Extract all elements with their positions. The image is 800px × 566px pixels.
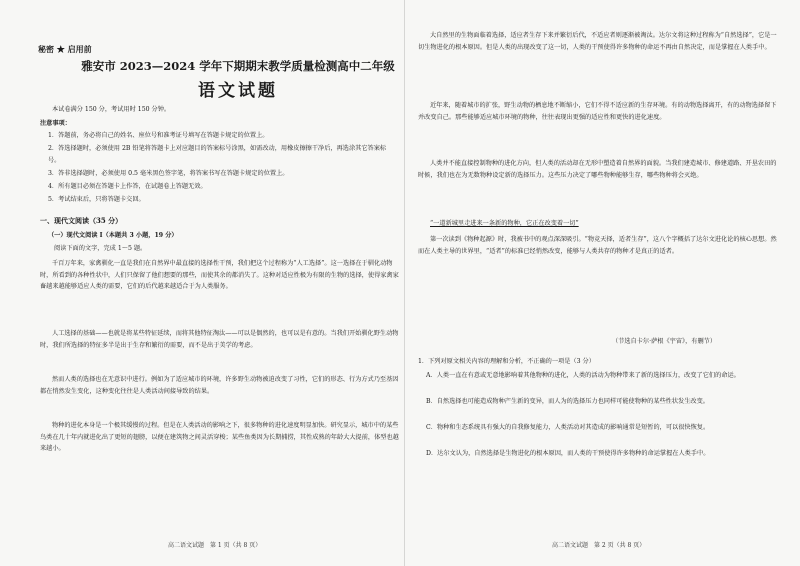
notice-item-4: 4．所有题目必须在答题卡上作答，在试题卷上答题无效。 — [48, 183, 207, 190]
question-option-c: C．物种和生态系统具有强大的自我修复能力，人类活动对其造成的影响通常是短暂的，可以很快恢复。 — [426, 424, 710, 431]
passage-paragraph-2: 人工选择的基础——也就是将某些特征延续，而将其他特征淘汰——可以是偶然的，也可以是有意的。当我们开始驯化野生动物时，我们所选择的特征多半是出于生存和繁衍的需要，而不是出于美学的考虑。 — [40, 330, 399, 349]
subject-title: 语文试题 — [198, 81, 278, 101]
right-paragraph-1: 大自然里的生物面临着选择，适应者生存下来并繁衍后代，不适应者则逐渐被淘汰。达尔文将这种过程称为“自然选择”，它是一切生物进化的根本原因。但是人类的出现改变了这一切，人类的干预使得许多物种的命运不再由自然决定，而是掌握在人类手中。 — [418, 32, 777, 51]
exam-title: 雅安市 2023—2024 学年下期期末教学质量检测高中二年级 — [81, 59, 395, 73]
passage-paragraph-3: 然而人类的选择也在无意识中进行。例如为了适应城市的环境，许多野生动物被迫改变了习性，它们的形态、行为方式乃至基因都在悄然发生变化，这种变化往往是人类活动间接导致的结果。 — [40, 376, 399, 395]
page-2 — [412, 0, 784, 566]
reading-prompt: 阅读下面的文字，完成 1～5 题。 — [54, 245, 147, 252]
right-paragraph-2: 近年来，随着城市的扩张，野生动物的栖息地不断缩小，它们不得不适应新的生存环境。有的动物选择离开，有的动物选择留下并改变自己。那些能够适应城市环境的物种，往往表现出更强的适应性和更快的进化速度。 — [418, 102, 777, 121]
quote-line: “一道新城里走进来一条新的物种，它正在改变着一切” — [430, 220, 579, 227]
notice-item-5: 5．考试结束后，只将答题卡交回。 — [48, 196, 145, 203]
author-note: （节选自卡尔·萨根《宇宙》，有删节） — [612, 338, 717, 345]
passage-paragraph-1: 千百万年来，家禽驯化一直是我们在自然界中最直接的选择性干预，我们把这个过程称为“人工选择”。这一选择在于驯化动物时，所看到的各种性状中，人们只保留了他们想要的那些，而使其余的都消失了。这种对适应性极为有限的生物的选择，使得家禽家畜越来越能够适应人类的需要，它们的后代越来越适合于为人类服务。 — [40, 260, 399, 291]
page-fold — [404, 0, 405, 566]
score-intro: 本试卷满分 150 分，考试用时 150 分钟。 — [52, 106, 171, 113]
section-heading: 一、现代文阅读（35 分） — [40, 216, 123, 225]
passage-paragraph-4: 物种的进化本身是一个极其缓慢的过程。但是在人类活动的影响之下，很多物种的进化速度明显加快。研究显示，城市中的某些鸟类在几十年内就进化出了更短的翅膀，以便在建筑物之间灵活穿梭；某些鱼类因为长期捕捞，其性成熟的年龄大大提前，体型也越来越小。 — [40, 422, 399, 453]
secret-tag: 秘密 ★ 启用前 — [38, 44, 92, 54]
right-paragraph-3: 人类并不能直接控制物种的进化方向，但人类的活动却在无形中塑造着自然界的面貌。当我们建造城市、修建道路、开垦农田的时候，我们也在为无数物种设定新的选择压力。这些压力决定了哪些物种能够生存，哪些物种将会灭绝。 — [418, 160, 777, 179]
page-1 — [18, 0, 408, 566]
question-option-d: D．达尔文认为，自然选择是生物进化的根本原因，而人类的干预使得许多物种的命运掌握在人类手中。 — [426, 450, 710, 457]
notice-heading: 注意事项： — [40, 120, 71, 127]
notice-item-3: 3．答非选择题时，必须使用 0.5 毫米黑色签字笔，将答案书写在答题卡规定的位置上。 — [48, 170, 289, 177]
question-option-a: A．人类一直在有意或无意地影响着其他物种的进化，人类的活动为物种带来了新的选择压力，改变了它们的命运。 — [426, 372, 740, 379]
page-footer-1: 高二语文试题 第 1 页（共 8 页） — [168, 542, 262, 549]
notice-item-2: 2．答选择题时，必须使用 2B 铅笔将答题卡上对应题目的答案标号涂黑，如需改动，用橡皮擦擦干净后，再选涂其它答案标号。 — [48, 145, 387, 164]
right-paragraph-4: 第一次读到《物种起源》时，我被书中的观点深深吸引。“物竞天择，适者生存”，这八个字概括了达尔文进化论的核心思想。然而在人类主导的世界里，“适者”的标准已经悄然改变，能够与人类共存的物种才是真正的适者。 — [418, 236, 777, 255]
subsection-heading: （一）现代文阅读 I（本题共 3 小题，19 分） — [48, 232, 178, 239]
question-option-b: B．自然选择也可能造成物种产生新的变异，而人为的选择压力也同样可能使物种的某些性状发生改变。 — [426, 398, 709, 405]
notice-item-1: 1．答题前，务必将自己的姓名、座位号和准考证号填写在答题卡规定的位置上。 — [48, 132, 269, 139]
question-stem: 1．下列对原文相关内容的理解和分析，不正确的一项是（3 分） — [418, 358, 595, 365]
page-footer-2: 高二语文试题 第 2 页（共 8 页） — [552, 542, 646, 549]
